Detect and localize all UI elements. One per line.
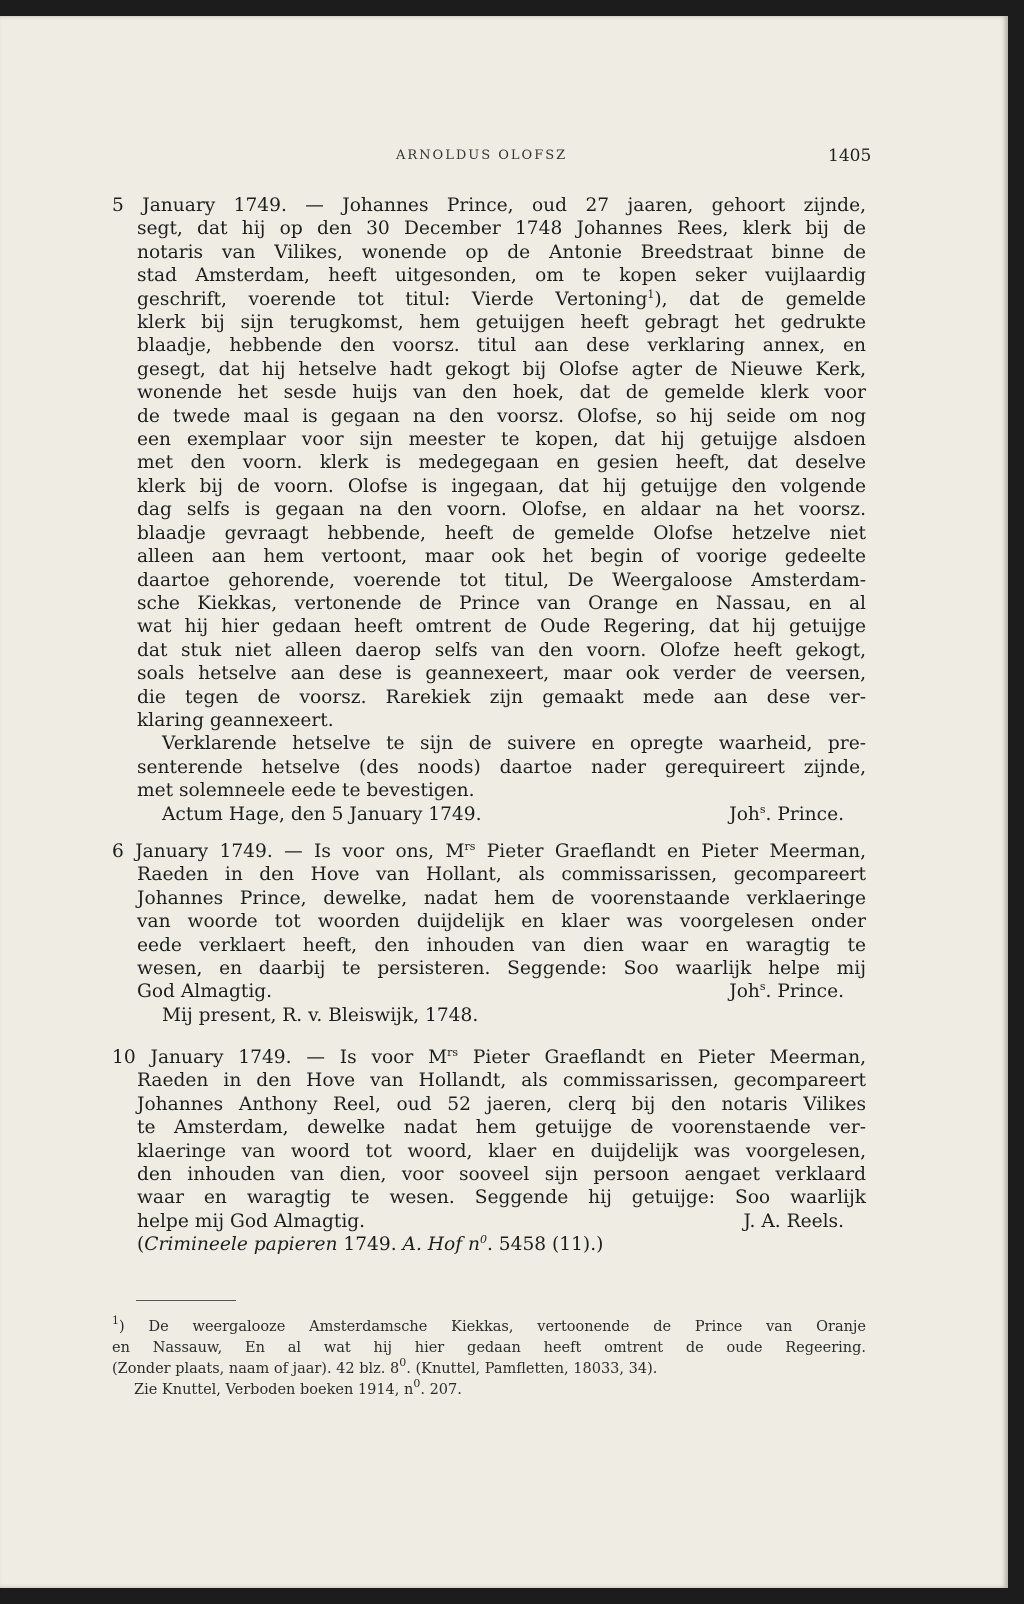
text-line: die tegen de voorsz. Rarekiek zijn gemaakt mede aan dese ver-: [137, 686, 866, 708]
text-line: 10 January 1749. — Is voor $M^{rs}$ Pieter Graeflandt en Pieter Meerman,: [112, 1046, 866, 1068]
text-line: gesegt, dat hij hetselve hadt gekogt bij Olofse agter de Nieuwe Kerk,: [137, 358, 866, 380]
text-line-with-note: geschrift, voerende tot titul: Vierde Vertoning$^1$), dat de gemelde: [137, 287, 866, 310]
entry-6-january: [112, 840, 866, 1027]
text-line: klerk bij de voorn. Olofse is ingegaan, dat hij getuijge den volgende: [137, 475, 866, 497]
footnote-line: en Nassauw, En al wat hij hier gedaan heeft omtrent de oude Regeering.: [112, 1340, 866, 1356]
text-line: daartoe gehorende, voerende tot titul, De Weergaloose Amsterdam-: [137, 569, 866, 591]
text-line: Johannes Anthony Reel, oud 52 jaeren, clerq bij den notaris Vilikes: [137, 1093, 866, 1115]
closing-line: helpe mij God Almagtig.: [137, 1210, 366, 1232]
footnote-marker: 1: [112, 1314, 119, 1327]
text-line: van woorde tot woorden duijdelijk en klaer was voorgelesen onder: [137, 911, 866, 933]
text-line: met solemneele eede te bevestigen.: [137, 780, 475, 802]
footnote-reference[interactable]: 1: [647, 287, 655, 301]
actum-line: Actum Hage, den 5 January 1749.: [162, 803, 482, 825]
footnote-line: Zie Knuttel, Verboden boeken 1914, $n^0$. 207.: [134, 1377, 462, 1398]
text-line: klaeringe van woord tot woord, klaer en duijdelijk was voorgelesen,: [137, 1140, 866, 1162]
text-line: dag selfs is gegaan na den voorn. Olofse, en aldaar na het voorsz.: [137, 499, 866, 521]
page-number: 1405: [828, 146, 872, 166]
actum-signature-row: [112, 803, 866, 826]
signature: Joh$^s$. Prince.: [729, 980, 844, 1003]
text-line: met den voorn. klerk is medegegaan en gesien heeft, dat deselve: [137, 452, 866, 474]
running-head: ARNOLDUS OLOFSZ: [396, 148, 568, 163]
page-header: [0, 148, 1008, 168]
text-line: Raeden in den Hove van Hollant, als commissarissen, gecompareert: [137, 864, 866, 886]
text-line: te Amsterdam, dewelke nadat hem getuijge de voorenstaende ver-: [137, 1117, 866, 1139]
text-line: de twede maal is gegaan na den voorsz. Olofse, so hij seide om nog: [137, 405, 866, 427]
text-line: wesen, en daarbij te persisteren. Seggende: Soo waarlijk helpe mij: [137, 958, 866, 980]
text-line: blaadje, hebbende den voorsz. titul aan dese verklaring annex, en: [137, 335, 866, 357]
text-line: dat stuk niet alleen daerop selfs van den voorn. Olofze heeft gekogt,: [137, 639, 866, 661]
source-citation: (Crimineele papieren 1749. A. Hof $n^0$. 5458 (11).): [137, 1233, 604, 1256]
closing-line: God Almagtig.: [137, 981, 273, 1003]
text-line: stad Amsterdam, heeft uitgesonden, om te kopen seker vuijlaardig: [137, 265, 866, 287]
text-line: 6 January 1749. — Is voor ons, $M^{rs}$ Pieter Graeflandt en Pieter Meerman,: [112, 840, 867, 862]
text-line: blaadje gevraagt hebbende, heeft de gemelde Olofse hetzelve niet: [137, 522, 866, 544]
closing-signature-row: [112, 980, 866, 1003]
signature: Joh$^s$. Prince.: [729, 802, 844, 825]
text-line: Raeden in den Hove van Hollandt, als commissarissen, gecompareert: [137, 1070, 866, 1092]
text-line: een exemplaar voor sijn meester te kopen, dat hij getuijge alsdoen: [137, 429, 866, 451]
text-line: Johannes Prince, dewelke, nadat hem de voorenstaande verklaeringe: [137, 887, 866, 909]
closing-signature-row: [112, 1210, 866, 1233]
book-page: [0, 16, 1008, 1588]
text-line: Verklarende hetselve te sijn de suivere en opregte waarheid, pre-: [162, 733, 866, 755]
text-line: waar en waragtig te wesen. Seggende hij getuijge: Soo waarlijk: [137, 1187, 866, 1209]
entry-5-january: [112, 194, 866, 826]
text-line: den inhouden van dien, voor sooveel sijn persoon aengaet verklaard: [137, 1164, 866, 1186]
text-line: sche Kiekkas, vertonende de Prince van Orange en Nassau, en al: [137, 592, 866, 614]
footnote-line: (Zonder plaats, naam of jaar). 42 blz. $8^0$. (Knuttel, Pamfletten, 18033, 34).: [112, 1356, 658, 1377]
text-line: klerk bij sijn terugkomst, hem getuijgen heeft gebragt het gedrukte: [137, 312, 866, 334]
footnote-line: $^1$) De weergalooze Amsterdamsche Kiekkas, vertoonende de Prince van Oranje: [112, 1314, 866, 1335]
text-line: soals hetselve aan dese is geannexeert, maar ook verder de veersen,: [137, 663, 866, 685]
present-line: Mij present, R. v. Bleiswijk, 1748.: [162, 1004, 479, 1026]
text-line: notaris van Vilikes, wonende op de Antonie Breedstraat binne de: [137, 241, 866, 263]
text-line: 5 January 1749. — Johannes Prince, oud 27 jaaren, gehoort zijnde,: [112, 195, 866, 216]
footnote: [112, 1314, 866, 1401]
entry-10-january: [112, 1046, 866, 1257]
text-line: wat hij hier gedaan heeft omtrent de Oude Regering, dat hij getuijge: [137, 616, 866, 638]
signature: J. A. Reels.: [743, 1210, 844, 1232]
text-line: klaring geannexeert.: [137, 709, 334, 731]
text-line: eede verklaert heeft, den inhouden van dien waar en waragtig te: [137, 934, 866, 956]
text-line: senterende hetselve (des noods) daartoe nader gerequireert zijnde,: [137, 756, 866, 778]
text-line: alleen aan hem vertoont, maar ook het begin of voorige gedeelte: [137, 546, 866, 568]
text-line: segt, dat hij op den 30 December 1748 Johannes Rees, klerk bij de: [137, 218, 866, 240]
text-line: wonende het sesde huijs van den hoek, dat de gemelde klerk voor: [137, 382, 866, 404]
footnote-divider: [136, 1300, 236, 1301]
